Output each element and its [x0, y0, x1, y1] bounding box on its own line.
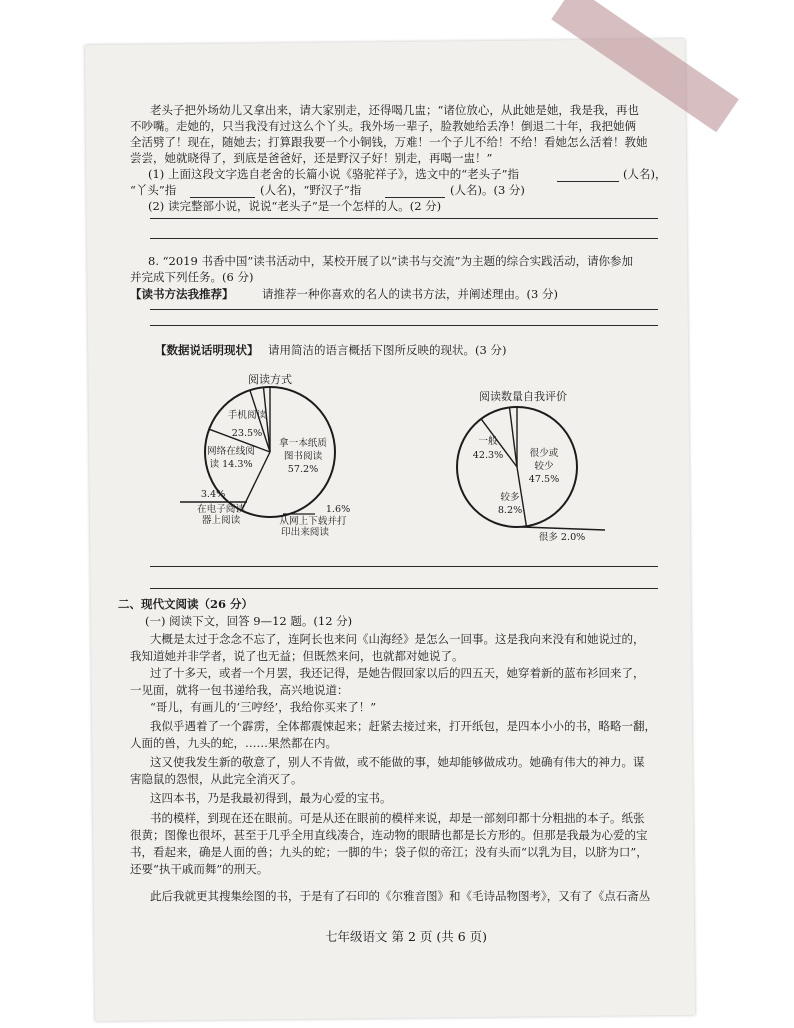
slice-value: 3.4%: [200, 489, 226, 500]
slice-label: 从网上下载并打: [279, 516, 347, 527]
answer-blank[interactable]: [557, 181, 619, 182]
answer-line[interactable]: [150, 309, 658, 310]
slice-value: 47.5%: [528, 474, 560, 485]
answer-line[interactable]: [150, 218, 658, 219]
article-line: 这四本书，乃是我最初得到，最为心爱的宝书。: [150, 791, 392, 805]
article-line: 还要“执干戚而舞”的刑天。: [130, 862, 269, 876]
slice-label: 一般: [478, 436, 498, 447]
answer-line[interactable]: [150, 566, 658, 567]
answer-blank[interactable]: [385, 197, 445, 198]
slice-value: 1.6%: [325, 504, 351, 515]
article-line: 大概是太过于念念不忘了，连阿长也来问《山海经》是怎么一回事。这是我向来没有和她说过的，: [150, 632, 645, 646]
passage-line: 全活劈了！现在，随她去；打算跟我要一个小铜钱，万难！一个子儿不给！不给！看她怎么活着！教她: [130, 135, 648, 149]
slice-label: 手机阅读: [227, 410, 267, 421]
article-line: 书的模样，到现在还在眼前。可是从还在眼前的模样来说，却是一部刻印都十分粗拙的本子。纸张: [150, 811, 645, 825]
article-line: 过了十多天，或者一个月罢，我还记得，是她告假回家以后的四五天，她穿着新的蓝布衫回来了，: [150, 666, 645, 680]
pie-labels: [180, 409, 350, 538]
section-tag: 【读书方法我推荐】: [130, 287, 234, 301]
reading-method-pie-chart: [175, 362, 385, 540]
article-line: 此后我就更其搜集绘图的书，于是有了石印的《尔雅音图》和《毛诗品物图考》，又有了《点石斋丛: [150, 889, 651, 903]
slice-value: 8.2%: [497, 505, 523, 516]
answer-line[interactable]: [150, 588, 658, 589]
slice-label: 在电子阅读: [197, 504, 245, 515]
article-line: 很黄；图像也很坏，甚至于几乎全用直线凑合，连动物的眼睛也都是长方形的。但那是我最为心爱的宝: [130, 828, 648, 842]
question-text: (人名)，“野汉子”指: [260, 183, 362, 197]
slice-value: 57.2%: [287, 464, 319, 475]
slice-value: 42.3%: [472, 450, 504, 461]
slice-label: 较多: [500, 492, 520, 503]
chart-title: 阅读方式: [248, 373, 292, 386]
reading-amount-pie-chart: [450, 382, 620, 547]
answer-line[interactable]: [150, 325, 658, 326]
article-line: 我知道她并非学者，说了也无益；但既然来问，也就都对她说了。: [130, 649, 464, 663]
passage-line: 老头子把外场幼儿又拿出来，请大家别走，还得喝几盅；“诸位放心，从此她是她，我是我，再也: [150, 103, 639, 117]
slice-label: 很多 2.0%: [538, 532, 586, 543]
passage-line: 不吵嘴。走她的，只当我没有过这么个丫头。我外场一辈子，脸教她给丢净！倒退二十年，我把她俩: [130, 119, 636, 133]
slice-label: 较少: [534, 461, 554, 472]
slice-label: 印出来阅读: [281, 527, 329, 538]
article-line: “哥儿，有画儿的‘三哼经’，我给你买来了！”: [150, 700, 377, 714]
article-line: 一见面，就将一包书递给我，高兴地说道：: [130, 683, 349, 697]
slice-value: 23.5%: [231, 428, 263, 439]
pie-labels: [473, 435, 605, 543]
article-line: 这又使我发生新的敬意了，别人不肯做，或不能做的事，她却能够做成功。她确有伟大的神力。谋: [150, 755, 645, 769]
question-text: “丫头”指: [130, 183, 177, 197]
chart-title: 阅读数量自我评价: [479, 390, 567, 403]
article-line: 我似乎遇着了一个霹雳，全体都震悚起来；赶紧去接过来，打开纸包，是四本小小的书，略略一翻，: [150, 719, 656, 733]
slice-label: 很少或: [529, 448, 559, 459]
question-7-1: (1) 上面这段文字选自老舍的长篇小说《骆驼祥子》，选文中的“老头子”指: [148, 167, 519, 181]
section-tag: 【数据说话明现状】: [155, 343, 259, 357]
question-8: 8. “2019 书香中国”读书活动中，某校开展了以“读书与交流”为主题的综合实践活动，请你参加: [148, 254, 634, 268]
subsection-title: (一) 阅读下文，回答 9—12 题。(12 分): [145, 614, 353, 628]
part-title: 二、现代文阅读（26 分）: [118, 597, 254, 611]
question-text: (人名)，: [623, 167, 667, 181]
section-text: 请用简洁的语言概括下图所反映的现状。(3 分): [268, 343, 507, 357]
slice-label: 网络在线阅: [207, 446, 255, 457]
slice-label: 图书阅读: [283, 451, 323, 462]
slice-label: 拿一本纸质: [279, 438, 327, 449]
slice-label: 器上阅读: [201, 515, 241, 526]
page-footer: 七年级语文 第 2 页 (共 6 页): [325, 929, 487, 944]
article-line: 人面的兽，九头的蛇，……果然都在内。: [130, 736, 337, 750]
slice-label: 读 14.3%: [209, 459, 253, 470]
answer-line[interactable]: [150, 238, 658, 239]
article-line: 害隐鼠的怨恨，从此完全消灭了。: [130, 772, 303, 786]
leader-line: [522, 527, 605, 530]
question-7-2: (2) 读完整部小说，说说“老头子”是一个怎样的人。(2 分): [148, 199, 442, 213]
question-text: (人名)。(3 分): [450, 183, 525, 197]
section-text: 请推荐一种你喜欢的名人的读书方法，并阐述理由。(3 分): [262, 287, 558, 301]
question-8: 并完成下列任务。(6 分): [130, 270, 254, 284]
passage-line: 尝尝，她就晓得了，到底是爸爸好，还是野汉子好！别走，再喝一盅！”: [130, 151, 493, 165]
answer-blank[interactable]: [190, 197, 255, 198]
article-line: 书，看起来，确是人面的兽；九头的蛇；一脚的牛；袋子似的帝江；没有头而“以乳为目，以脐为口”，: [130, 845, 648, 859]
